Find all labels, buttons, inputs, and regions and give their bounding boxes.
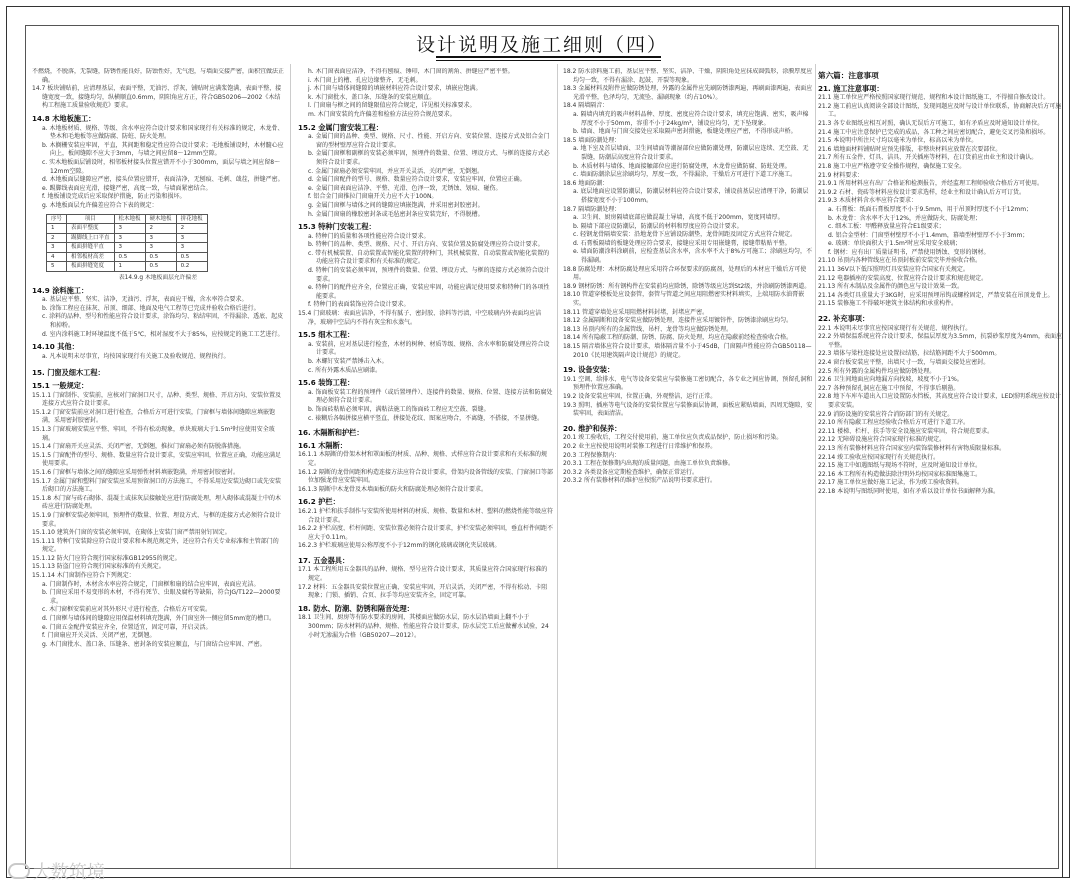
section-heading: 21. 施工注意事项： <box>818 83 884 93</box>
list-item: e. 特种门的配件应齐全，位置应正确，安装应牢固，功能应满足使用要求和特种门的各项性能要求。 <box>308 284 550 300</box>
list-item: 20.3.2 各类设备应定期检查维护，确保正常运行。 <box>563 468 698 476</box>
list-item: 18.9 钢材防锈：所有钢构件在安装前均应除锈，除锈等级应达到St2级，并涂刷防锈漆两道。 <box>563 282 811 290</box>
section-heading: 22. 补充事项： <box>818 314 870 324</box>
list-item: 18.12 金属隔断和设备安装应做防锈处理，连接件应采用镀锌件，防锈漆涂刷应均匀。 <box>563 317 793 325</box>
list-item: 15.1.7 金属门窗和塑料门窗安装应采用预留洞口的方法施工，不得采用边安装边砌口或先安装后砌口的方法施工。 <box>32 477 281 494</box>
subsection-heading: 15.1 一般规定： <box>32 381 89 390</box>
list-item: 15.1.13 防盗门应符合现行国家标准的有关规定。 <box>32 563 165 571</box>
table-cell: 2 <box>47 233 67 243</box>
list-item: 21.5 本说明中所注尺寸均以毫米为单位，标高以米为单位。 <box>818 137 978 145</box>
list-item: 21.2 施工前应认真阅读全部设计图纸，发现问题应及时与设计单位联系，协商解决后方可施工。 <box>818 102 1062 119</box>
table-header-cell: 松木地板 <box>114 214 145 224</box>
list-item: 20.3.1 工程在保修期内出现的质量问题，由施工单位负责维修。 <box>563 460 734 468</box>
list-item: h. 金属门窗扇的橡胶密封条或毛毡密封条应安装完好，不得脱槽。 <box>308 210 484 218</box>
list-item: 22.17 施工单位应做好施工记录，作为竣工验收资料。 <box>818 479 964 487</box>
list-item: 22.4 窗台板安装应平整，出墙尺寸一致，与墙面交接处应密封。 <box>818 359 990 366</box>
list-item: a. 金属门窗的品种、类型、规格、尺寸、性能、开启方向、安装位置、连接方式及铝合金门窗的型材壁厚应符合设计要求。 <box>308 133 550 149</box>
list-item: m. 木门窗安装的允许偏差和检验方法应符合规范要求。 <box>308 110 456 118</box>
list-item: b. 涂饰工程应在抹灰、吊顶、细部、地面及电气工程等已完成并验收合格后进行。 <box>42 304 260 312</box>
text-column-2 <box>298 68 553 858</box>
list-item: 不燃烧，不脱落，无裂缝，防锈性能良好，防蚀性好，无气泡，与墙面交接严密，面积宜做法正确。 <box>32 68 284 84</box>
table-cell: 4 <box>47 252 67 262</box>
table-cell: 2 <box>145 224 176 234</box>
list-item: 18.5 墙面防潮处理： <box>563 136 621 144</box>
drawing-sheet <box>6 6 1070 878</box>
list-item: d. 室内涂料施工时环境温度不低于5℃，相对湿度不大于85%，应按规定的施工工艺进行。 <box>42 330 284 338</box>
table-cell: 3 <box>176 233 207 243</box>
list-item: 22.2 外墙保温系统应符合设计要求，保温层厚度为3.5mm，抗裂砂浆厚度为4mm，表面应平整。 <box>818 333 1063 349</box>
table-body <box>47 224 208 272</box>
list-item: 20.1 竣工验收后，工程交付使用前，施工单位应负责成品保护，防止损坏和污染。 <box>563 434 783 442</box>
list-item: a. 特种门的质量和各项性能应符合设计要求。 <box>308 232 430 240</box>
list-item: 22.11 楼梯、栏杆、扶手等安全设施应安装牢固，符合规范要求。 <box>818 427 994 435</box>
section-heading: 15.3 特种门安装工程： <box>298 222 376 232</box>
section-items <box>298 451 553 494</box>
list-item: b. 金属门窗框和副框的安装必须牢固，预埋件的数量、位置、埋设方式、与框的连接方式必须符合设计要求。 <box>308 150 550 166</box>
list-item: e. 门窗五金配件安装应齐全，位置适宜，固定可靠，开启灵活。 <box>42 623 212 631</box>
list-item: f. 特种门的表面装饰应符合设计要求。 <box>308 301 410 309</box>
section-heading: 18. 防水、防潮、防锈和隔音处理： <box>298 603 414 613</box>
list-item: e. 墙面防潮涂料涂刷前，应检查基层含水率，含水率不大于8%方可施工；涂刷应均匀，不得漏刷。 <box>573 248 813 265</box>
list-item: 22.10 所有隐蔽工程应经验收合格后方可进行下道工序。 <box>818 419 970 427</box>
list-item: 22.9 消防设施的安装应符合消防部门的有关规定。 <box>818 410 954 418</box>
watermark <box>8 858 105 884</box>
list-item: 22.13 所有装修材料应符合国家室内装饰装修材料有害物质限量标准。 <box>818 444 1006 452</box>
frame-edge-strip <box>1062 7 1069 877</box>
table-cell: 5 <box>47 262 67 272</box>
subsection-heading: 16.1 木隔断： <box>298 440 347 450</box>
list-item: b. 木质材料与墙体、地面接触部位应进行防腐处理，木龙骨应做防腐、防蛀处理。 <box>573 162 791 170</box>
table-row <box>47 252 208 262</box>
list-item: 15.1.4 门窗扇开关应灵活、关闭严密，无倒翘，推拉门窗扇必须有防脱落措施。 <box>32 443 245 451</box>
section-items <box>298 233 553 310</box>
table-cell: 0.5 <box>176 252 207 262</box>
table-cell: 2 <box>176 224 207 234</box>
list-item: 22.12 无障碍设施应符合国家现行标准的规定。 <box>818 436 946 444</box>
list-item: a. 饰面板安装工程的预埋件（或后置埋件）、连接件的数量、规格、位置、连接方法和防腐处理必须符合设计要求。 <box>308 388 553 405</box>
list-item: 18.6 地面防潮： <box>563 179 609 187</box>
table-cell: 3 <box>145 243 176 253</box>
list-item: a. 安装前，应对基层进行检查，木材的树种、材质等级、规格、含水率和防腐处理应符合设计要求。 <box>308 340 550 357</box>
list-item: 19.2 设备安装应牢固，位置正确，外观整洁，运行正常。 <box>563 392 717 400</box>
list-item: 20.2 业主应按使用说明对装修工程进行日常维护和保养。 <box>563 442 717 450</box>
list-item: 21.1 施工单位应严格按照国家现行规范、规程和本设计图纸施工，不得擅自修改设计。 <box>818 94 1050 102</box>
list-item: 15.1.8 木门窗与砖石砌体、混凝土或抹灰层接触处应进行防腐处理，埋入砌体或混凝土中的木砖应进行防腐处理。 <box>32 494 281 511</box>
column-divider <box>290 64 291 868</box>
list-item: c. 墙面防潮涂层应涂刷均匀，厚度一致，不得漏涂，干燥后方可进行下道工序施工。 <box>573 171 797 179</box>
list-item: b. 门窗应采用不易变形的木材，不得有死节、虫眼及腐朽等缺陷，符合JG/T122—2000要求。 <box>42 589 281 605</box>
table-cell: 0.5 <box>145 262 176 272</box>
table-cell: 板面拼缝宽度 <box>67 262 115 272</box>
list-item: 21.11 36V以下低压照明灯具安装应符合国家有关规定。 <box>818 266 969 274</box>
part-heading: 第六篇：注意事项 <box>818 71 879 80</box>
list-item: 20.3.2 所有装修材料的维护应按照产品说明书要求进行。 <box>563 477 716 485</box>
list-item: 21.9 材料要求： <box>818 171 864 179</box>
list-item: 20.3 工程保修期内： <box>563 451 621 459</box>
list-item: a. 石膏板：纸面石膏板厚度不小于9.5mm，用于吊顶时厚度不小于12mm； <box>828 205 1033 213</box>
list-item: 21.14 各类灯具重量大于3KG时，应采用预埋吊钩或螺栓固定，严禁安装在吊顶龙骨上。 <box>818 291 1054 299</box>
list-item: 22.18 本说明与图纸同时使用，如有矛盾以设计单位书面解释为准。 <box>818 487 1000 495</box>
list-item: 21.9.3 木质材料含水率应符合要求： <box>818 197 917 205</box>
list-item: l. 门窗扇与框之间的留缝限值应符合规定，详见相关标准要求。 <box>308 102 476 110</box>
list-item: e. 金属门窗表面应洁净、平整、光滑、色泽一致，无锈蚀、划痕、碰伤。 <box>308 184 502 192</box>
section-heading: 15.6 装饰工程： <box>298 378 355 388</box>
section-heading: 15. 门窗及细木工程： <box>32 368 105 378</box>
list-item: c. 裱糊后各幅拼接应横平竖直，拼接处花纹、图案应吻合，不离缝，不搭接，不显拼缝。 <box>308 414 544 422</box>
list-item: b. 墙面、地面与门窗交接处应采取隔声密封措施，板缝处理应严密，不得形成声桥。 <box>573 128 797 136</box>
list-item: 16.1.3 隔断中木龙骨及木墙面板的防火和防腐处理必须符合设计要求。 <box>298 485 487 493</box>
table-cell: 3 <box>114 224 145 234</box>
table-caption: 表14.9.g 木地板面层允许偏差 <box>118 275 198 282</box>
section-items <box>298 566 553 600</box>
section-items <box>563 434 813 486</box>
list-item: 22.8 地下车库车道出入口应设置防水挡板，其高度应符合设计要求，LED照明系统应按设计要求安装。 <box>818 393 1062 409</box>
list-item: 21.9.1 所用材料应有出厂合格证和检测报告，并经监理工程师验收合格后方可使用。 <box>818 180 1043 188</box>
table-header-cell: 项目 <box>67 214 115 224</box>
list-item: 15.1.12 防火门应符合现行国家标准GB12955的规定。 <box>32 554 181 562</box>
cloud-logo-icon <box>8 863 30 879</box>
list-item: d. 金属门窗配件的型号、规格、数量应符合设计要求，安装应牢固，位置应正确。 <box>308 176 526 184</box>
table-cell: 板面拼缝平直 <box>67 243 115 253</box>
list-item: e. 踢脚线表面应光滑，接缝严密，高度一致，与墙面紧密结合。 <box>42 184 212 192</box>
list-item: e. 玻璃：单块面积大于1.5m²时应采用安全玻璃； <box>828 240 962 248</box>
section-heading: 20. 维护和保养： <box>563 423 622 433</box>
list-item: h. 木门窗表面应洁净，不得有刨痕、锤印，木门窗的割角、拼缝应严密平整。 <box>308 68 514 75</box>
lead-paragraphs <box>298 68 553 120</box>
table-cell: 3 <box>47 243 67 253</box>
list-item: 15.1.14 木门窗制作应符合下列规定： <box>32 572 135 580</box>
list-item: b. 木螺钉安装严禁锤击入木。 <box>308 358 388 365</box>
table-row <box>47 233 208 243</box>
tolerance-table <box>46 214 208 273</box>
list-item: 18.14 所有隐蔽工程的防潮、防锈、防腐、防火处理，均应在隐蔽前经检查验收合格。 <box>563 334 793 342</box>
section-items <box>298 341 553 375</box>
table-cell: 0.5 <box>114 252 145 262</box>
list-item: 18.10 管道穿楼板处应设套管，套管与管道之间应用阻燃密实材料填实，上端用防水油膏嵌实。 <box>563 291 805 308</box>
paragraph: a. 凡本说明未尽事宜，均按国家现行有关施工及验收规范、规程执行。 <box>42 352 230 360</box>
list-item: c. 金属门窗扇必须安装牢固，并应开关灵活、关闭严密，无倒翘。 <box>308 167 484 175</box>
table-cell: 1 <box>47 224 67 234</box>
list-item: 21.4 施工中应注意保护已完成的成品，各工种之间应密切配合，避免交叉污染和损坏。 <box>818 128 1050 136</box>
list-item: 21.12 电器插座的安装高度、位置应符合设计要求和规范规定。 <box>818 274 988 282</box>
section-heading: 19. 设备安装： <box>563 365 615 375</box>
list-item: 21.10 吊顶内各种管线应在吊顶封板前安装完毕并验收合格。 <box>818 257 982 265</box>
list-item: 19.3 照明、插座等电气设备的安装位置应与装修面层协调，面板应紧贴墙面，四周无缝隙，安装牢固，表面清洁。 <box>563 401 813 418</box>
list-item: 18.8 防腐处理：木材防腐处理应采用符合环保要求的防腐剂，处理后的木材应干燥后方可使用。 <box>563 265 807 282</box>
list-item: a. 地下室及首层墙面、卫生间墙面等潮湿部位应做防潮处理，防潮层应连续、无空鼓、无裂缝，防潮层高度应符合设计要求。 <box>573 145 809 161</box>
drawing-frame <box>25 25 1063 869</box>
list-item: d. 门窗框与墙体间的缝隙应用保温材料填充饱满，外门窗室外一侧应留5mm宽的槽口。 <box>42 615 276 623</box>
list-item: 16.2.1 护栏和扶手制作与安装所使用材料的材质、规格、数量和木材、塑料的燃烧性能等级应符合设计要求。 <box>298 507 553 524</box>
list-item: c. 涂料的品种、型号和性能应符合设计要求，涂饰均匀、粘结牢固，不得漏涂、透底、起皮和掉粉。 <box>42 313 284 330</box>
table-cell: 0.2 <box>176 262 207 272</box>
text-column-1 <box>32 68 284 858</box>
list-item: 18.4 隔墙隔音： <box>563 102 609 110</box>
list-item: b. 木搁栅安装应牢固，平直，其间距和稳定性应符合设计要求；毛地板铺设时，木材髓心应向上，板间缝隙不应大于3mm，与墙之间应留8～12mm空隙。 <box>42 141 284 158</box>
list-item: 22.5 所有外露的金属构件均应做防锈处理。 <box>818 367 936 375</box>
list-item: b. 隔墙下部应设防潮层，防潮层的材料和厚度应符合设计要求。 <box>573 222 743 230</box>
list-item: b. 木龙骨：含水率不大于12%，并应做防火、防腐处理； <box>828 214 981 222</box>
list-item: 16.1.1 木隔断的骨架木材和罩面板的材质、品种、规格、式样应符合设计要求和有关标准的规定。 <box>298 451 547 467</box>
table-cell: 相邻板材高差 <box>67 252 115 262</box>
list-item: g. 木地板面层允许偏差应符合下表的规定： <box>42 201 158 209</box>
section-heading: 14.10 其他： <box>32 342 79 352</box>
list-item: 19.1 空调、给排水、电气等设备安装应与装修施工密切配合，各专业之间应协调，预留孔洞和预埋件位置应准确。 <box>563 375 813 392</box>
list-item: a. 木地板材质、规格、等级、含水率应符合设计要求和国家现行有关标准的规定，木龙骨、垫木和毛地板等应做防腐、防蛀、防火处理。 <box>42 124 284 141</box>
list-item: 21.7 所有五金件、灯具、洁具、开关插座等材料，在订货前应由业主和设计确认。 <box>818 154 1038 162</box>
table-row <box>47 262 208 272</box>
section-items <box>32 125 284 211</box>
section-heading: 14.9 涂料施工： <box>32 285 89 295</box>
list-item: 18.7 隔墙防潮处理： <box>563 205 621 213</box>
table-cell: 0.5 <box>145 252 176 262</box>
list-item: i. 木门窗上的槽、孔应边缘整齐，无毛刺。 <box>308 76 422 84</box>
section-items <box>563 68 813 360</box>
list-item: b. 特种门的品种、类型、规格、尺寸、开启方向、安装位置及防腐处理应符合设计要求。 <box>308 241 544 249</box>
list-item: c. 实木地板面层铺设时，相邻板材接头位置应错开不小于300mm，面层与墙之间应留8～12mm空隙。 <box>42 158 281 175</box>
list-item: k. 木门窗批水、盖口条、压缝条的安装应顺直。 <box>308 93 436 101</box>
list-item: 17.1 本工程所用五金器具的品种、规格、型号应符合设计要求，其质量应符合国家现行标准的规定。 <box>298 566 548 583</box>
list-item: a. 基层应平整、坚实、洁净，无油污、浮灰，表面应干燥，含水率符合要求。 <box>42 296 248 304</box>
list-item: 14.7 板块铺贴前，应清理基层，表面平整，无油污、浮灰，铺贴时应满浆饱满，表面平整，接缝宽度一致，接缝均匀，纵横顺直0.6mm，阴阳角应方正，符合GB50206—2002《木结构工程施工质量验收规范》要求。 <box>32 85 282 110</box>
list-item: f. 铝合金门窗推拉门窗扇开关力应不大于100N。 <box>308 193 438 201</box>
list-item: 22.7 各种预留孔洞应在施工中预留，不得事后剔凿。 <box>818 384 960 392</box>
text-column-4 <box>818 68 1066 858</box>
table-header-row <box>47 214 208 224</box>
list-item: 15.1.2 门窗安装前应对洞口进行检查，合格后方可进行安装，门窗框与墙体间缝隙应填嵌饱满，采用密封胶密封。 <box>32 408 275 425</box>
section-items <box>563 376 813 419</box>
list-item: 15.1.1 门窗制作、安装前，应核对门窗洞口尺寸，品种、类型、规格、开启方向、安装位置及连接方式应符合设计要求。 <box>32 391 281 408</box>
list-item: 18.11 管道穿墙处应采用阻燃材料封堵，封堵应严密。 <box>563 308 709 316</box>
list-item: 21.8 施工中应严格遵守安全操作规程，确保施工安全。 <box>818 162 966 170</box>
list-item: c. 细木工板：甲醛释放量应符合E1级要求； <box>828 223 945 231</box>
list-item: 15.1.9 门窗框安装必须牢固，预埋件的数量、位置、埋设方式、与框的连接方式必须符合设计要求。 <box>32 511 281 528</box>
table-cell: 3 <box>114 243 145 253</box>
section-items <box>298 508 553 551</box>
sheet-title: 设计说明及施工细则（四） <box>415 34 668 56</box>
table-header-cell: 拼花地板 <box>176 214 207 224</box>
table-cell: 表面平整度 <box>67 224 115 234</box>
list-item: 21.13 所有木制品及金属件的颜色应与设计效果一致。 <box>818 283 964 291</box>
text-column-3 <box>563 68 813 858</box>
list-item: 18.2 防水涂料施工前，基层应平整、坚实、洁净、干燥，阴阳角处应抹成圆弧形，涂膜厚度应均匀一致，不得有漏涂、起鼓、开裂等现象。 <box>563 68 813 84</box>
list-item: 15.1.5 门窗配件的型号、规格、数量应符合设计要求，安装应牢固，位置应正确，功能应满足使用要求。 <box>32 451 281 468</box>
list-item: a. 隔墙内填充的吸声材料品种、厚度、密度应符合设计要求，填充应饱满、密实，吸声棉厚度不小于50mm，容重不小于24kg/m³，铺设应均匀，无下坠现象。 <box>573 110 809 127</box>
list-item: 22.14 竣工验收应按国家现行有关规范执行。 <box>818 453 940 461</box>
table-cell: 踢脚线上口平直 <box>67 233 115 243</box>
list-item: c. 轻钢龙骨隔墙安装：沿地龙骨下应铺设防潮垫，龙骨间距及固定方式应符合规定。 <box>573 231 797 239</box>
list-item: 16.2.2 护栏高度、栏杆间距、安装位置必须符合设计要求，护栏安装必须牢固，垂直杆件间距不应大于0.11m。 <box>298 525 553 541</box>
table-cell: 3 <box>145 233 176 243</box>
list-item: 15.1.6 门窗框与墙体之间的缝隙应采用弹性材料填嵌饱满，并用密封胶密封。 <box>32 468 239 476</box>
table-cell: 3 <box>176 243 207 253</box>
list-item: a. 门窗制作时，木材含水率应符合规定，门窗框和扇的结合应牢固，表面应光洁。 <box>42 580 260 588</box>
list-item: 22.1 本说明未尽事宜应按国家现行有关规范、规程执行。 <box>818 324 972 332</box>
list-item: 15.1.10 建筑外门窗的安装必须牢固，在砌体上安装门窗严禁用射钉固定。 <box>32 529 231 537</box>
list-item: 21.6 墙地面材料铺贴时应预先排版，非整块材料应放置在次要部位。 <box>818 145 1002 153</box>
list-item: 21.9.2 石材、瓷砖等材料应按设计要求选样，经业主和设计确认后方可订货。 <box>818 188 1025 196</box>
section-items <box>298 133 553 219</box>
section-heading: 14.8 木地板施工： <box>32 113 96 123</box>
section-items <box>298 614 553 640</box>
list-item: 22.3 墙体与梁柱连接处应设置拉结筋，拉结筋间距不大于500mm。 <box>818 350 1001 358</box>
list-item: 18.1 卫生间、厨房等有防水要求的房间，其楼面应做防水层，防水层沿墙面上翻不小于300mm；防水材料的品种、规格、性能应符合设计要求，防水层完工后应做蓄水试验，24小时无渗漏为合格（GB50207—2012）。 <box>298 614 549 639</box>
list-item: 16.1.2 隔断的龙骨间距和构造连接方法应符合设计要求，骨架内设备管线的安装、门窗洞口等部位加强龙骨应安装牢固。 <box>298 468 553 485</box>
column-divider <box>557 64 558 868</box>
section-heading: 15.2 金属门窗安装工程： <box>298 122 383 132</box>
table-row <box>47 224 208 234</box>
list-item: d. 石膏板隔墙的板缝处理应符合要求，接缝应采用专用嵌缝膏，接缝带粘贴平整。 <box>573 239 791 247</box>
list-item: j. 木门窗与墙体间缝隙的填嵌材料应符合设计要求，填嵌应饱满。 <box>308 85 482 93</box>
list-item: f. 地板铺设完成后应采取保护措施，防止污染和损坏。 <box>42 193 186 201</box>
list-item: d. 特种门的安装必须牢固，预埋件的数量、位置、埋设方式、与框的连接方式必须符合设计要求。 <box>308 267 550 283</box>
column-divider <box>815 64 816 868</box>
paragraph: 15.4 门窗玻璃：表面应洁净，不得有腻子、密封胶、涂料等污渍，中空玻璃内外表面均应洁净，玻璃中空层内不得有灰尘和水蒸气。 <box>298 310 542 326</box>
list-item: c. 所有外露木质品应刷漆。 <box>308 366 382 374</box>
section-items <box>298 389 553 423</box>
list-item: f. 钢材：应有出厂质量证明书，严禁使用锈蚀、变形的钢材。 <box>828 248 990 256</box>
table-cell: 3 <box>114 233 145 243</box>
list-item: g. 金属门窗框与墙体之间的缝隙应填嵌饱满，并采用密封胶密封。 <box>308 201 484 209</box>
list-item: a. 底层地面应设置防潮层，防潮层材料应符合设计要求，铺设前基层应清理干净，防潮层搭接宽度不小于100mm。 <box>573 188 809 204</box>
section-items <box>32 296 284 339</box>
list-item: d. 铝合金型材：门窗型材壁厚不小于1.4mm，幕墙型材壁厚不小于3mm； <box>828 231 1029 239</box>
title-underline <box>436 56 661 58</box>
list-item: 22.16 本工程所有构造做法除注明外均按国家标准图集施工。 <box>818 470 982 478</box>
table-header-cell: 硬木地板 <box>145 214 176 224</box>
table-header-cell: 序号 <box>47 214 67 224</box>
list-item: 22.6 卫生间地面应向地漏方向找坡，坡度不小于1%。 <box>818 376 963 384</box>
list-item: 21.15 装修施工不得破坏建筑主体结构和承重构件。 <box>818 300 958 308</box>
list-item: 15.1.3 门窗玻璃安装应平整、牢固，不得有松动现象，单块玻璃大于1.5m²时应使用安全玻璃。 <box>32 425 275 442</box>
section-items <box>818 94 1066 309</box>
list-item: 18.15 隔音墙体应符合设计要求，墙体隔音量不小于45dB，门窗隔声性能应符合GB50118—2010《民用建筑隔声设计规范》的规定。 <box>563 343 812 359</box>
watermark-text: 大数筑境 <box>33 862 105 883</box>
list-item: 17.2 材料：五金器具安装位置应正确，安装应牢固，开启灵活，关闭严密，不得有松动、卡阻现象；门锁、插销、合页、拉手等均应安装齐全，固定可靠。 <box>298 583 548 600</box>
list-item: 18.13 吊顶内所有的金属管线、吊杆、龙骨等均应做防锈处理。 <box>563 325 733 333</box>
list-item: f. 门窗扇应开关灵活、关闭严密，无倒翘。 <box>42 632 156 640</box>
section-heading: 15.5 细木工程： <box>298 330 355 340</box>
section-items <box>818 325 1066 497</box>
list-item: 22.15 施工中如遇图纸与现场不符时，应及时通知设计单位。 <box>818 462 982 470</box>
table-cell: 1 <box>114 262 145 272</box>
list-item: b. 饰面砖粘贴必须牢固，满粘法施工的饰面砖工程应无空鼓、裂缝。 <box>308 405 490 413</box>
section-heading: 16. 木隔断和护栏： <box>298 428 364 438</box>
lead-paragraphs <box>32 68 284 111</box>
list-item: c. 带有机械装置、自动装置或智能化装置的特种门，其机械装置、自动装置或智能化装置的功能应符合设计要求和有关标准的规定。 <box>308 249 550 266</box>
list-item: 18.3 金属材料及附件应做防锈处理，外露的金属件应先刷防锈漆两遍，再刷面漆两遍，表面应光滑平整，色泽均匀，无流坠、漏刷现象（约占10%）。 <box>563 85 813 101</box>
list-item: a. 卫生间、厨房隔墙底部应做混凝土导墙，高度不低于200mm，宽度同墙厚。 <box>573 214 784 222</box>
section-heading: 17. 五金器具： <box>298 555 350 565</box>
list-item: g. 木门窗批水、盖口条、压缝条、密封条的安装应顺直，与门窗结合应牢固、严密。 <box>42 640 266 648</box>
list-item: c. 木门窗框安装前应对其外形尺寸进行检查，合格后方可安装。 <box>42 606 212 614</box>
title-underline-thin <box>436 60 661 61</box>
list-item: 16.2.3 护栏玻璃应使用公称厚度不小于12mm的钢化玻璃或钢化夹层玻璃。 <box>298 542 501 550</box>
table-row <box>47 243 208 253</box>
section-items <box>32 392 284 650</box>
list-item: 21.3 各专业图纸应相互对照，确认无误后方可施工，如有矛盾应及时通知设计单位。 <box>818 119 1044 127</box>
list-item: d. 木地板面层缝隙应严密，接头位置应错开，表面洁净，无刨痕、毛刺、戗茬，拼缝严密。 <box>42 176 284 184</box>
subsection-heading: 16.2 护栏： <box>298 497 340 507</box>
list-item: 15.1.11 特种门安装除应符合设计要求和本规范规定外，还应符合有关专业标准和主管部门的规定。 <box>32 537 279 554</box>
